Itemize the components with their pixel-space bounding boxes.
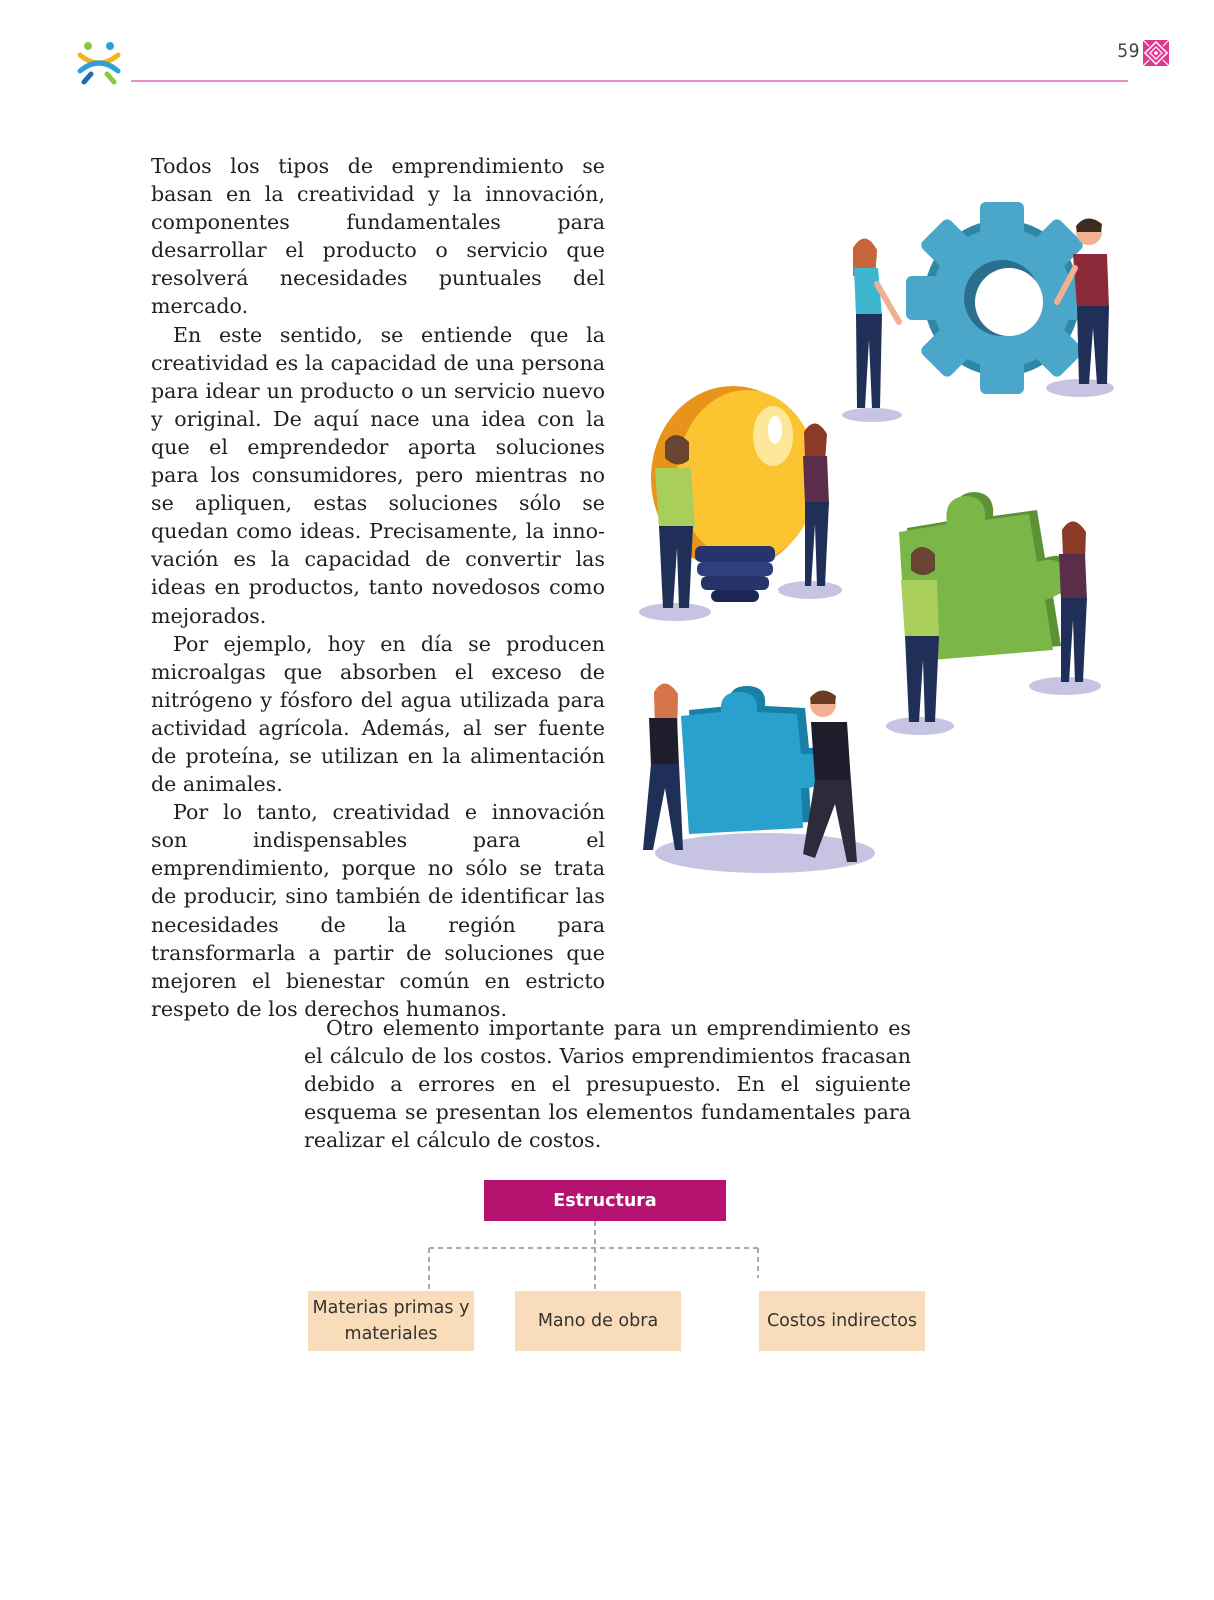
paragraph-3: Por ejemplo, hoy en día se producen microalgas que absorben el exceso de nitrógeno y fósforo del agua utilizada para actividad agrícola. Además, al ser fuente de proteína, se utilizan en la alimentación de animales. (151, 631, 605, 797)
header-rule (131, 80, 1128, 82)
gear-icon (906, 202, 1098, 394)
diagram-root-structure: Estructura (484, 1180, 726, 1221)
main-text-column (151, 152, 605, 1023)
blue-puzzle-piece-icon (681, 686, 831, 834)
teamwork-illustration (625, 198, 1147, 898)
pink-textile-pattern-icon (1143, 40, 1169, 66)
costs-intro-text (304, 1014, 911, 1154)
paragraph-1: Todos los tipos de emprendimiento se basan en la creatividad y la innovación, componentes fundamentales para desarrollar el producto o servicio que resolverá necesidades puntuales del mercado. (151, 154, 605, 319)
cost-structure-diagram (300, 1180, 940, 1360)
paragraph-4: Por lo tanto, creatividad e innovación son indispensables para el emprendimiento, porque no sólo se trata de producir, sino también de identificar las necesidades de la región para transformarla a partir de soluciones que mejoren el bienestar común en estricto respeto de los derechos humanos. (151, 800, 605, 1021)
diagram-node-labor: Mano de obra (515, 1291, 681, 1351)
intertwined-people-logo-icon (74, 38, 124, 88)
diagram-node-indirect-costs: Costos indirectos (759, 1291, 925, 1351)
paragraph-2: En este sentido, se entiende que la creatividad es la capacidad de una persona para idear un producto o un servicio nuevo y original. De aquí nace una idea con la que el emprendedor aporta soluciones para los consumidores, pero mientras no se apliquen, estas soluciones sólo se quedan como ideas. Precisamente, la innovación es la capacidad de convertir las ideas en productos, tanto novedosos como mejorados. (151, 322, 605, 628)
page-number: 59 (1117, 40, 1140, 62)
diagram-node-raw-materials: Materias primas y materiales (308, 1291, 474, 1351)
costs-paragraph: Otro elemento importante para un emprendimiento es el cálculo de los costos. Varios emprendimientos fracasan debido a errores en el presupuesto. En el siguiente esquema se presentan los elementos fundamentales para realizar el cálculo de costos. (304, 1016, 911, 1153)
